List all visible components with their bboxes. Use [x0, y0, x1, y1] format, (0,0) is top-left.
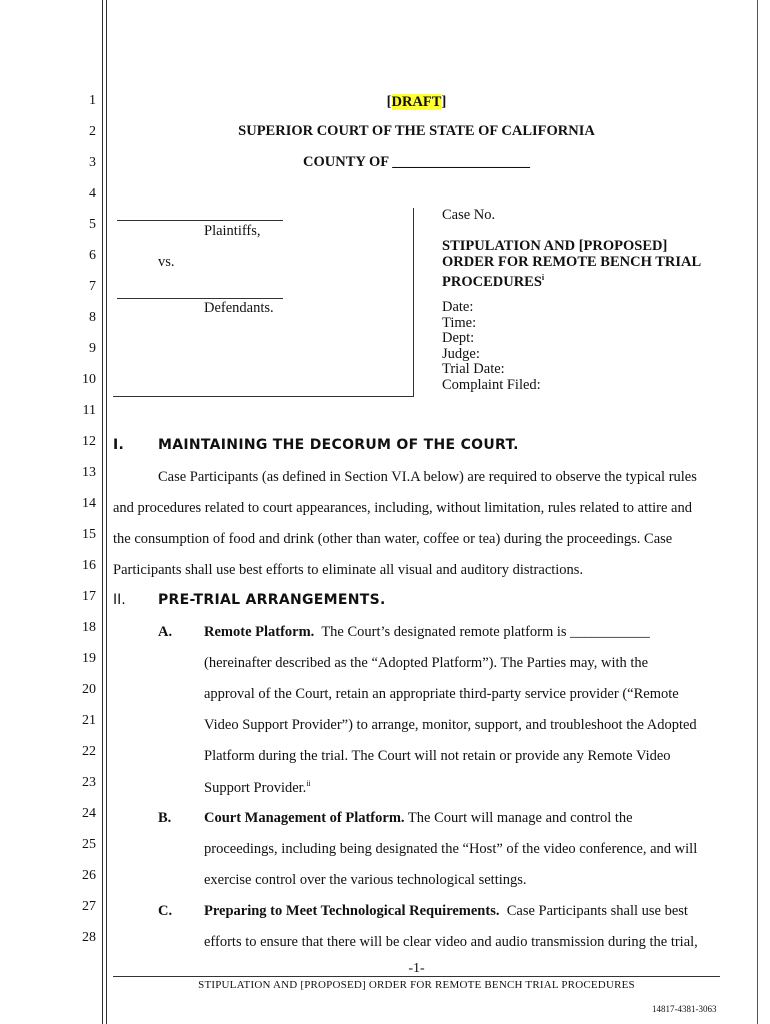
line-number: 10: [82, 372, 96, 387]
paragraph-line: the consumption of food and drink (other than water, coffee or tea) during the proceedings. Case: [113, 531, 673, 547]
paragraph-text: Case Participants shall use best: [506, 903, 688, 919]
draft-close-bracket: ]: [441, 94, 447, 110]
paragraph-line: Video Support Provider”) to arrange, monitor, support, and troubleshoot the Adopted: [204, 717, 697, 733]
hearing-fields: [442, 300, 541, 393]
paragraph-line: [204, 624, 650, 641]
line-number: 25: [82, 837, 96, 852]
paragraph-line: efforts to ensure that there will be clear video and audio transmission during the trial,: [204, 934, 698, 950]
line-number: 8: [89, 310, 96, 325]
line-number: 6: [89, 248, 96, 263]
line-number: 19: [82, 651, 96, 666]
paragraph-line: and procedures related to court appearances, including, without limitation, rules related to attire and: [113, 500, 692, 516]
dept-field: Dept:: [442, 330, 475, 346]
page-number: -1-: [408, 961, 425, 976]
case-number: Case No.: [442, 207, 496, 223]
line-number: 26: [82, 868, 96, 883]
document-id: 14817-4381-3063: [652, 1004, 717, 1014]
defendants-label: Defendants.: [204, 300, 274, 316]
left-margin-line-inner: [106, 0, 107, 1024]
paragraph-line: [204, 779, 311, 797]
section-heading: MAINTAINING THE DECORUM OF THE COURT.: [158, 437, 519, 453]
paragraph-line: exercise control over the various technological settings.: [204, 872, 527, 888]
line-number: 9: [89, 341, 96, 356]
line-number: 15: [82, 527, 96, 542]
line-number: 13: [82, 465, 96, 480]
vs-label: vs.: [158, 254, 175, 270]
subsection-title: Court Management of Platform.: [204, 810, 405, 826]
line-number: 3: [89, 155, 96, 170]
plaintiff-name-line: [117, 220, 283, 221]
line-number: 21: [82, 713, 96, 728]
line-number: 22: [82, 744, 96, 759]
paragraph-line: Platform during the trial. The Court will not retain or provide any Remote Video: [204, 748, 671, 764]
title-line: ORDER FOR REMOTE BENCH TRIAL: [442, 254, 702, 270]
plaintiffs-label: Plaintiffs,: [204, 223, 261, 239]
paragraph-text: Support Provider.: [204, 779, 307, 796]
footer-title: STIPULATION AND [PROPOSED] ORDER FOR REMOTE BENCH TRIAL PROCEDURES: [198, 979, 635, 991]
section-number: I.: [113, 437, 125, 453]
line-number: 28: [82, 930, 96, 945]
endnote-ref[interactable]: i: [541, 273, 545, 282]
subsection-letter: C.: [158, 903, 173, 919]
subsection-letter: A.: [158, 624, 173, 640]
line-number: 18: [82, 620, 96, 635]
line-number: 12: [82, 434, 96, 449]
draft-marker: [113, 94, 720, 111]
title-text: PROCEDURES: [442, 273, 542, 290]
endnote-ref[interactable]: ii: [306, 779, 311, 788]
paragraph-line: approval of the Court, retain an appropriate third-party service provider (“Remote: [204, 686, 679, 702]
left-margin-line: [102, 0, 103, 1024]
draft-highlight: DRAFT: [391, 94, 442, 110]
line-number: 20: [82, 682, 96, 697]
title-line: STIPULATION AND [PROPOSED]: [442, 238, 668, 254]
line-number: 14: [82, 496, 96, 511]
line-number: 1: [89, 93, 96, 108]
line-number: 4: [89, 186, 96, 201]
judge-field: Judge:: [442, 345, 480, 362]
line-number: 23: [82, 775, 96, 790]
paragraph-line: Participants shall use best efforts to eliminate all visual and auditory distractions.: [113, 562, 584, 578]
line-number: 17: [82, 589, 96, 604]
paragraph-line: [204, 810, 633, 827]
time-field: Time:: [442, 314, 477, 331]
document-title: [442, 238, 701, 290]
defendant-name-line: [117, 298, 283, 299]
paragraph-line: [204, 903, 688, 920]
paragraph-text: The Court will manage and control the: [407, 810, 633, 826]
subsection-title: Remote Platform.: [204, 624, 315, 640]
line-number: 16: [82, 558, 96, 573]
line-number: 7: [89, 279, 96, 294]
subsection-title: Preparing to Meet Technological Requirements.: [204, 903, 500, 919]
draft-open-bracket: [: [386, 94, 392, 110]
line-number: 24: [82, 806, 96, 821]
subsection-letter: B.: [158, 810, 172, 826]
county-line: COUNTY OF ___________________: [303, 154, 530, 170]
line-number: 2: [89, 124, 96, 139]
footer-rule: [113, 976, 720, 977]
section-heading: PRE-TRIAL ARRANGEMENTS.: [158, 592, 386, 608]
paragraph-line: (hereinafter described as the “Adopted Platform”). The Parties may, with the: [204, 655, 649, 671]
paragraph-text: The Court’s designated remote platform is ___________: [321, 624, 650, 640]
line-number: 27: [82, 899, 96, 914]
line-number: 5: [89, 217, 96, 232]
line-number: 11: [82, 403, 96, 418]
complaint-filed-field: Complaint Filed:: [442, 376, 541, 393]
date-field: Date:: [442, 299, 474, 315]
section-number: II.: [113, 592, 126, 608]
title-line: [442, 270, 701, 290]
court-name: SUPERIOR COURT OF THE STATE OF CALIFORNIA: [238, 123, 595, 139]
right-margin-line: [757, 0, 758, 1024]
trial-date-field: Trial Date:: [442, 361, 505, 377]
paragraph-line: proceedings, including being designated the “Host” of the video conference, and will: [204, 841, 698, 857]
paragraph-line: Case Participants (as defined in Section VI.A below) are required to observe the typical rules: [158, 469, 697, 485]
